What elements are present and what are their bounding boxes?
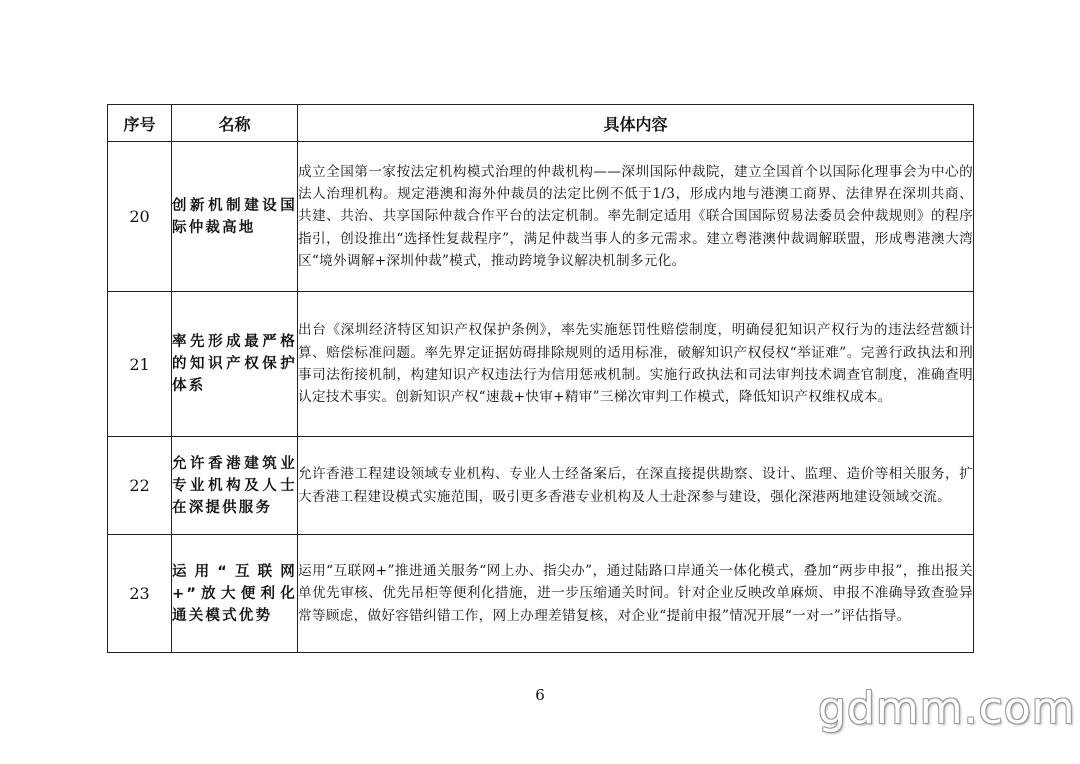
table-row [108, 437, 974, 535]
header-content: 具体内容 [298, 105, 974, 142]
row-number: 22 [108, 437, 172, 535]
header-no: 序号 [108, 105, 172, 142]
table-row [108, 142, 974, 292]
policy-table [107, 104, 974, 653]
row-content: 运用“互联网+”推进通关服务“网上办、指尖办”，通过陆路口岸通关一体化模式，叠加“两步申报”，推出报关单优先审核、优先吊柜等便利化措施，进一步压缩通关时间。针对企业反映改单麻烦、申报不准确导致查验异常等顾虑，做好容错纠错工作，网上办理差错复核，对企业“提前申报”情况开展“一对一”评估指导。 [298, 535, 974, 653]
row-content: 允许香港工程建设领域专业机构、专业人士经备案后，在深直接提供勘察、设计、监理、造价等相关服务，扩大香港工程建设模式实施范围，吸引更多香港专业机构及人士赴深参与建设，强化深港两地建设领域交流。 [298, 437, 974, 535]
row-name: 创新机制建设国际仲裁高地 [172, 142, 298, 292]
row-name: 运用“互联网+”放大便利化通关模式优势 [172, 535, 298, 653]
row-name: 率先形成最严格的知识产权保护体系 [172, 292, 298, 437]
table-row [108, 535, 974, 653]
row-name: 允许香港建筑业专业机构及人士在深提供服务 [172, 437, 298, 535]
row-number: 23 [108, 535, 172, 653]
watermark-logo: gdmm.com [818, 683, 1076, 734]
page-number: 6 [535, 686, 545, 704]
row-content: 成立全国第一家按法定机构模式治理的仲裁机构——深圳国际仲裁院，建立全国首个以国际化理事会为中心的法人治理机构。规定港澳和海外仲裁员的法定比例不低于1/3，形成内地与港澳工商界、法律界在深圳共商、共建、共治、共享国际仲裁合作平台的法定机制。率先制定适用《联合国国际贸易法委员会仲裁规则》的程序指引，创设推出“选择性复裁程序”，满足仲裁当事人的多元需求。建立粤港澳仲裁调解联盟，形成粤港澳大湾区“境外调解+深圳仲裁”模式，推动跨境争议解决机制多元化。 [298, 142, 974, 292]
row-content: 出台《深圳经济特区知识产权保护条例》，率先实施惩罚性赔偿制度，明确侵犯知识产权行为的违法经营额计算、赔偿标准问题。率先界定证据妨碍排除规则的适用标准，破解知识产权侵权“举证难”。完善行政执法和刑事司法衔接机制，构建知识产权违法行为信用惩戒机制。实施行政执法和司法审判技术调查官制度，准确查明认定技术事实。创新知识产权“速裁+快审+精审”三梯次审判工作模式，降低知识产权维权成本。 [298, 292, 974, 437]
table-row [108, 292, 974, 437]
table-header-row [108, 105, 974, 142]
row-number: 20 [108, 142, 172, 292]
row-number: 21 [108, 292, 172, 437]
header-name: 名称 [172, 105, 298, 142]
